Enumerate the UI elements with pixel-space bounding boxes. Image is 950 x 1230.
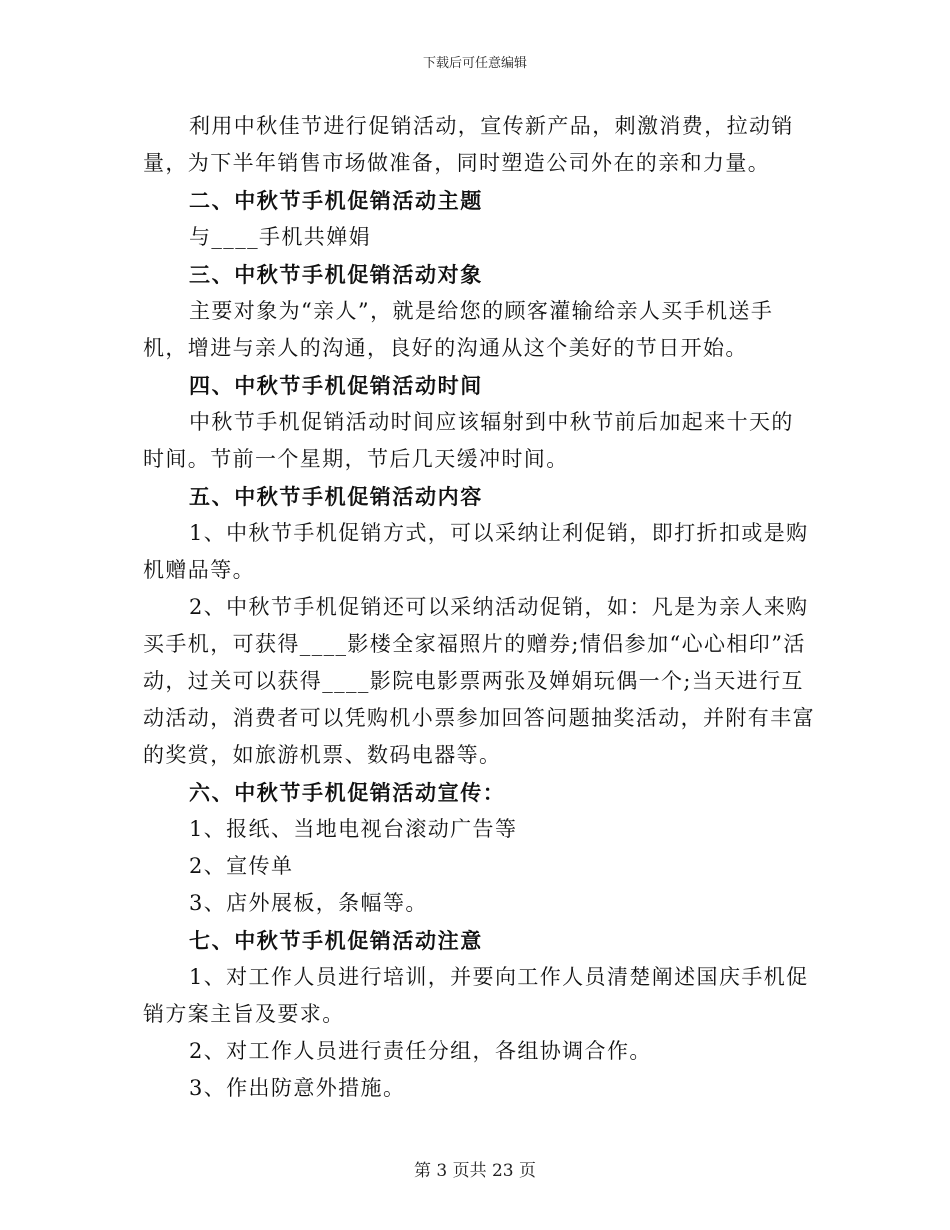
paragraph-time: 中秋节手机促销活动时间应该辐射到中秋节前后加起来十天的时间。节前一个星期，节后几天缓冲时间。: [143, 410, 794, 471]
section-heading-notes: 七、中秋节手机促销活动注意: [189, 928, 483, 953]
page-header-note: 下载后可任意编辑: [422, 56, 527, 71]
paragraph-theme: 与____手机共婵娟: [189, 225, 371, 249]
paragraph-content-item-1: 1、中秋节手机促销方式，可以采纳让利促销，即打折扣或是购机赠品等。: [143, 521, 809, 582]
section-heading-audience: 三、中秋节手机促销活动对象: [189, 262, 483, 287]
paragraph-promotion-item-2: 2、宣传单: [189, 854, 294, 878]
paragraph-notes-item-1: 1、对工作人员进行培训，并要向工作人员清楚阐述国庆手机促销方案主旨及要求。: [143, 965, 809, 1026]
paragraph-promotion-item-3: 3、店外展板，条幅等。: [189, 891, 428, 915]
paragraph-purpose: 利用中秋佳节进行促销活动，宣传新产品，刺激消费，拉动销量，为下半年销售市场做准备，同时塑造公司外在的亲和力量。: [143, 114, 794, 175]
paragraph-notes-item-2: 2、对工作人员进行责任分组，各组协调合作。: [189, 1039, 652, 1063]
page-number: 第 3 页共 23 页: [413, 1161, 537, 1181]
section-heading-content: 五、中秋节手机促销活动内容: [189, 484, 483, 509]
paragraph-promotion-item-1: 1、报纸、当地电视台滚动广告等: [189, 817, 518, 841]
paragraph-content-item-2: 2、中秋节手机促销还可以采纳活动促销，如：凡是为亲人来购买手机，可获得____影楼全家福照片的赠券;情侣参加“心心相印”活动，过关可以获得____影院电影票两张及婵娟玩偶一个;当天进行互动活动，消费者可以凭购机小票参加回答问题抽奖活动，并附有丰富的奖赏，如旅游机票、数码电器等。: [143, 595, 815, 767]
paragraph-notes-item-3: 3、作出防意外措施。: [189, 1076, 406, 1100]
section-heading-theme: 二、中秋节手机促销活动主题: [189, 188, 483, 213]
section-heading-promotion: 六、中秋节手机促销活动宣传：: [189, 780, 506, 805]
paragraph-audience: 主要对象为“亲人”，就是给您的顾客灌输给亲人买手机送手机，增进与亲人的沟通，良好的沟通从这个美好的节日开始。: [143, 299, 774, 360]
section-heading-time: 四、中秋节手机促销活动时间: [189, 373, 483, 398]
document-body: [143, 108, 815, 1107]
